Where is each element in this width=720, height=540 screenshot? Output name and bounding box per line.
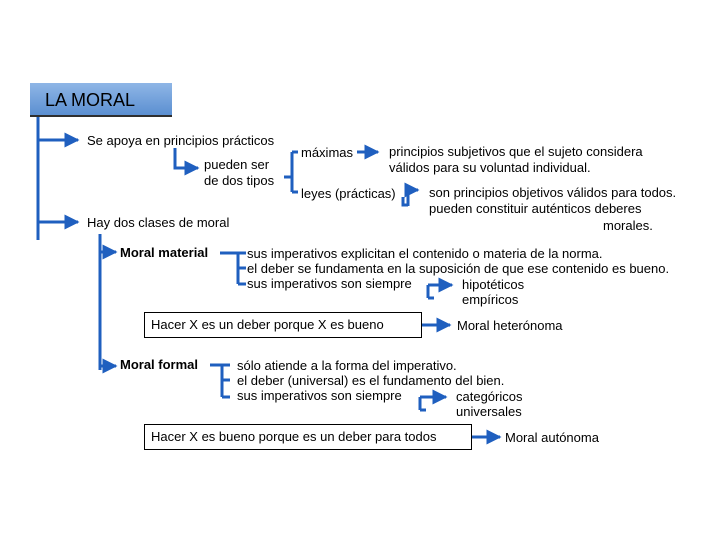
leyes-desc-1: son principios objetivos válidos para todos.: [429, 185, 677, 200]
material-result: Moral heterónoma: [457, 318, 563, 333]
material-kind-2: empíricos: [462, 292, 519, 307]
formal-example-text: Hacer X es bueno porque es un deber para todos: [151, 429, 437, 444]
maximas-desc-1: principios subjetivos que el sujeto considera: [389, 144, 643, 159]
arrow-leyes: [403, 190, 418, 206]
material-point-1: sus imperativos explicitan el contenido o materia de la norma.: [247, 246, 603, 261]
page-title: LA MORAL: [45, 90, 136, 110]
leyes-label: leyes (prácticas): [301, 186, 396, 201]
maximas-desc-2: válidos para su voluntad individual.: [389, 160, 591, 175]
formal-point-3: sus imperativos son siempre: [237, 388, 402, 403]
formal-point-2: el deber (universal) es el fundamento del bien.: [237, 373, 505, 388]
material-kind-1: hipotéticos: [462, 277, 525, 292]
two-types-line-2: de dos tipos: [204, 173, 275, 188]
leyes-desc-3: morales.: [603, 218, 653, 233]
title-box: [30, 83, 172, 117]
material-point-2: el deber se fundamenta en la suposición de que ese contenido es bueno.: [247, 261, 670, 276]
maximas-label: máximas: [301, 145, 354, 160]
supports-label: Se apoya en principios prácticos: [87, 133, 275, 148]
material-example-text: Hacer X es un deber porque X es bueno: [151, 317, 384, 332]
two-types-line-1: pueden ser: [204, 157, 270, 172]
formal-example-box: [144, 424, 472, 450]
bracket-categoricos: [420, 397, 446, 410]
material-label: Moral material: [120, 245, 209, 260]
bracket-types: [284, 152, 298, 192]
two-classes-label: Hay dos clases de moral: [87, 215, 230, 230]
formal-kind-1: categóricos: [456, 389, 523, 404]
formal-label: Moral formal: [120, 357, 199, 372]
bracket-hipoteticos: [428, 285, 452, 298]
material-example-box: [144, 312, 422, 338]
formal-kind-2: universales: [456, 404, 522, 419]
bracket-material: [220, 253, 246, 284]
material-point-3: sus imperativos son siempre: [247, 276, 412, 291]
bracket-formal: [210, 365, 230, 397]
leyes-desc-2: pueden constituir auténticos deberes: [429, 201, 642, 216]
formal-result: Moral autónoma: [505, 430, 599, 445]
connector-pueden-ser: [175, 148, 198, 168]
formal-point-1: sólo atiende a la forma del imperativo.: [237, 358, 457, 373]
